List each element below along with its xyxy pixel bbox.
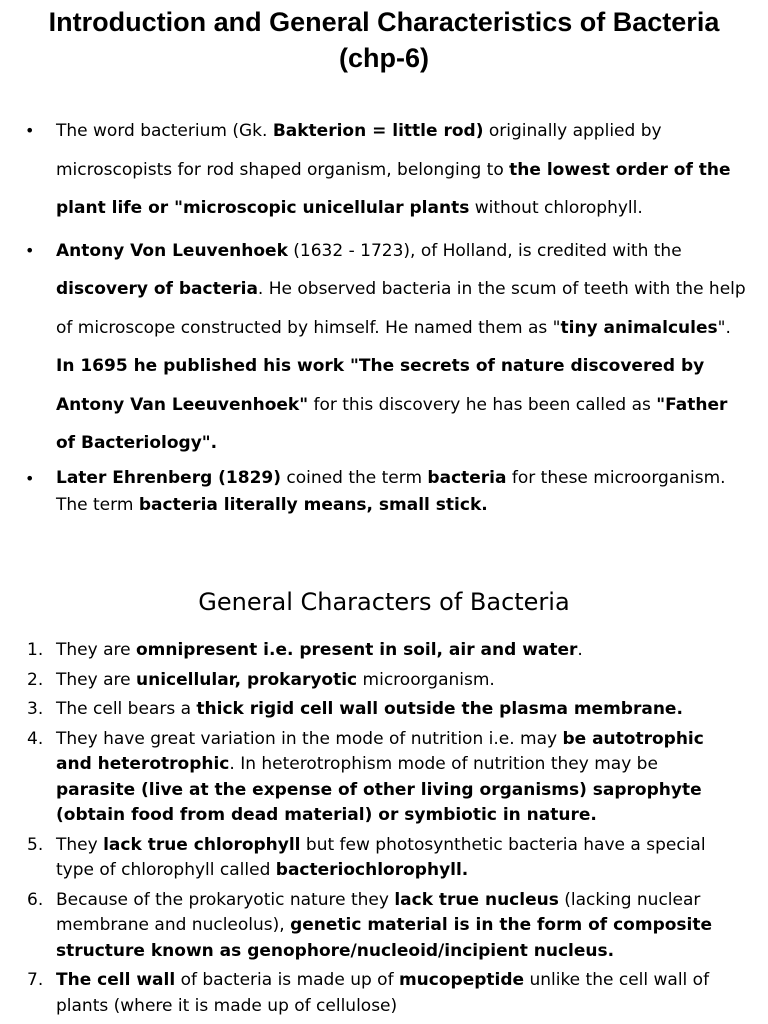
bold-text-run: parasite (live at the expense of other living organisms) saprophyte (obtain food from dead material) or symbiotic in nature. [56, 779, 702, 825]
item-number: 1. [27, 640, 44, 660]
intro-bullet-text [56, 121, 731, 218]
character-item [0, 668, 768, 694]
text-run: without chlorophyll. [469, 198, 643, 218]
bold-text-run: lack true nucleus [394, 889, 559, 910]
intro-bullet-text [56, 241, 746, 454]
text-run: originally applied by microscopists for rod shaped organism, belonging to [56, 121, 662, 180]
bold-text-run: Antony Von Leuvenhoek [56, 240, 288, 261]
item-number: 6. [27, 889, 44, 910]
bold-text-run: In 1695 he published his work "The secrets of nature discovered by Antony Van Leeuvenhoek" [56, 356, 705, 415]
bold-text-run: bacteriochlorophyll. [275, 860, 469, 880]
bold-text-run: tiny animalcules [560, 317, 718, 338]
text-run: . [577, 640, 583, 660]
text-run: microorganism. [357, 669, 495, 690]
bold-text-run: discovery of bacteria [56, 279, 258, 299]
text-run: The word bacterium (Gk. [56, 121, 273, 141]
bold-text-run: bacteria literally means, small stick. [138, 494, 488, 515]
character-item [0, 697, 768, 723]
bold-text-run: Later Ehrenberg (1829) [56, 467, 282, 488]
intro-bullet [0, 232, 768, 463]
text-run: ". [717, 317, 731, 338]
bold-text-run: omnipresent i.e. present in soil, air and water [135, 640, 578, 660]
bullet-marker: • [25, 240, 35, 260]
character-text [56, 640, 583, 660]
text-run: Because of the prokaryotic nature they [56, 889, 395, 910]
section-heading: General Characters of Bacteria [198, 588, 570, 616]
text-run: but few photosynthetic bacteria have a special type of chlorophyll called [56, 834, 706, 880]
text-run: They have great variation in the mode of nutrition i.e. may [56, 728, 563, 749]
bold-text-run: the lowest order of the plant life or "microscopic unicellular plants [56, 159, 731, 218]
bold-text-run: mucopeptide [398, 970, 525, 990]
text-run: (1632 - 1723), of Holland, is credited with the [287, 240, 682, 261]
character-item [0, 888, 768, 965]
bold-text-run: lack true chlorophyll [103, 834, 301, 855]
page-title: Introduction and General Characteristics of Bacteria (chp-6) [48, 7, 720, 73]
item-number: 5. [27, 834, 44, 855]
text-run: They are [56, 669, 136, 690]
character-item [0, 727, 768, 829]
text-run: The cell bears a [56, 699, 197, 719]
bold-text-run: thick rigid cell wall outside the plasma membrane. [196, 699, 683, 719]
text-run: for this discovery he has been called as [308, 394, 657, 415]
item-number: 3. [27, 699, 44, 719]
character-text [56, 970, 709, 1016]
bold-text-run: bacteria [427, 467, 507, 488]
bullet-marker: • [25, 121, 35, 140]
character-text [56, 890, 712, 961]
character-text [56, 699, 683, 719]
bold-text-run: be autotrophic and heterotrophic [56, 728, 704, 774]
bold-text-run: genetic material is in the form of composite structure known as genophore/nucleoid/incipient nucleus. [56, 915, 713, 961]
text-run: unlike the cell wall of plants (where it is made up of cellulose) [56, 970, 710, 1016]
intro-bullet-list [0, 112, 768, 519]
character-item [0, 833, 768, 884]
text-run: of bacteria is made up of [175, 970, 399, 990]
text-run: . In heterotrophism mode of nutrition they may be [229, 754, 658, 774]
text-run: (lacking nuclear membrane and nucleolus), [56, 889, 701, 935]
intro-bullet-text [56, 468, 726, 515]
character-text [56, 670, 495, 690]
text-run: They are [56, 640, 136, 660]
item-number: 4. [27, 728, 44, 749]
bold-text-run: unicellular, prokaryotic [135, 669, 358, 690]
text-run: for these microorganism. The term [56, 467, 726, 515]
character-text [56, 835, 706, 881]
bold-text-run: "Father of Bacteriology". [56, 394, 728, 453]
bold-text-run: Bakterion = little rod) [272, 121, 484, 141]
bullet-marker: • [25, 468, 35, 488]
bold-text-run: The cell wall [56, 970, 176, 990]
character-text [56, 729, 704, 826]
intro-bullet [0, 112, 768, 228]
intro-bullet [0, 465, 768, 519]
text-run: . He observed bacteria in the scum of teeth with the help of microscope constructed by himself. He named them as " [56, 279, 746, 338]
item-number: 2. [27, 669, 44, 690]
text-run: coined the term [281, 467, 428, 488]
item-number: 7. [27, 970, 44, 990]
character-item [0, 968, 768, 1019]
characters-list [0, 638, 768, 1023]
character-item [0, 638, 768, 664]
text-run: They [56, 834, 104, 855]
